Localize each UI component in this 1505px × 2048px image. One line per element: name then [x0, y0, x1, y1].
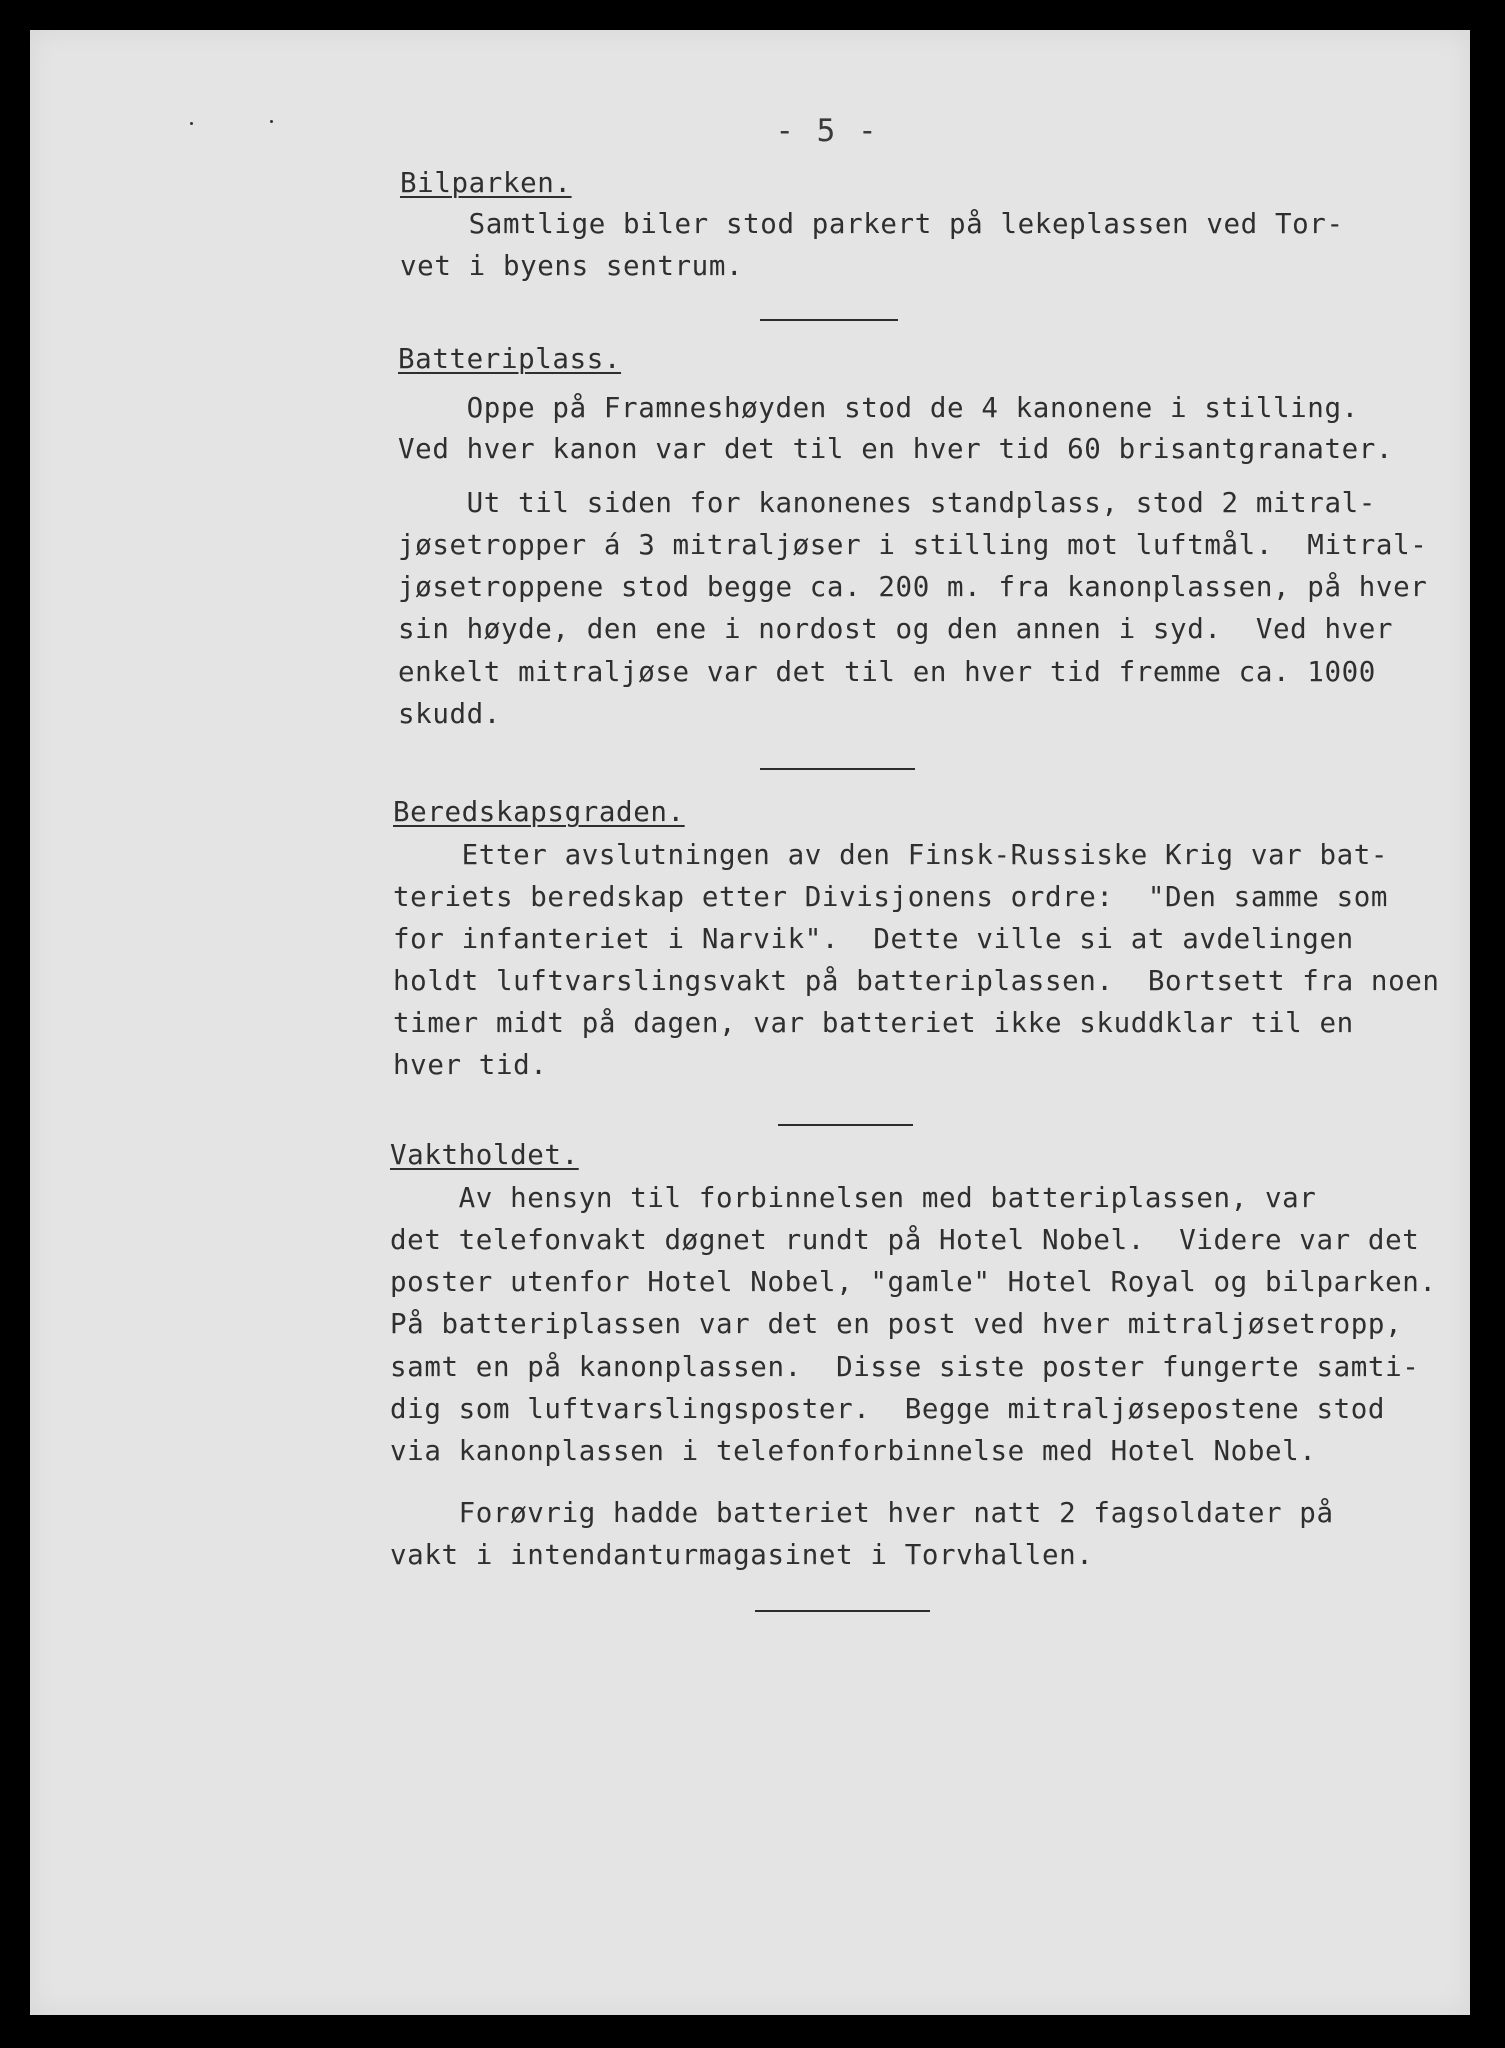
body-text-line: Forøvrig hadde batteriet hver natt 2 fagsoldater på	[390, 1497, 1334, 1529]
body-text-line: Etter avslutningen av den Finsk-Russiske Krig var bat-	[393, 839, 1389, 871]
body-text-line: via kanonplassen i telefonforbinnelse med Hotel Nobel.	[390, 1435, 1317, 1467]
body-text-line: jøsetroppene stod begge ca. 200 m. fra kanonplassen, på hver	[398, 571, 1428, 603]
body-text-line: På batteriplassen var det en post ved hver mitraljøsetropp,	[390, 1308, 1403, 1340]
body-text-line: jøsetropper á 3 mitraljøser i stilling mot luftmål. Mitral-	[398, 529, 1428, 561]
section-divider	[760, 319, 898, 321]
body-text-line: teriets beredskap etter Divisjonens ordre: "Den samme som	[393, 881, 1389, 913]
section-heading-vaktholdet: Vaktholdet.	[390, 1139, 579, 1171]
section-divider	[755, 1610, 930, 1612]
body-text-line: Samtlige biler stod parkert på lekeplassen ved Tor-	[400, 208, 1344, 240]
body-text-line: dig som luftvarslingsposter. Begge mitraljøsepostene stod	[390, 1393, 1386, 1425]
body-text-line: vet i byens sentrum.	[400, 250, 744, 282]
body-text-line: for infanteriet i Narvik". Dette ville si at avdelingen	[393, 923, 1354, 955]
body-text-line: Oppe på Framneshøyden stod de 4 kanonene i stilling.	[398, 392, 1359, 424]
body-text-line: vakt i intendanturmagasinet i Torvhallen.	[390, 1539, 1094, 1571]
body-text-line: Ut til siden for kanonenes standplass, stod 2 mitral-	[398, 487, 1376, 519]
body-text-line: holdt luftvarslingsvakt på batteriplassen. Bortsett fra noen	[393, 965, 1440, 997]
body-text-line: samt en på kanonplassen. Disse siste poster fungerte samti-	[390, 1351, 1420, 1383]
page-number: - 5 -	[775, 113, 879, 149]
body-text-line: enkelt mitraljøse var det til en hver tid fremme ca. 1000	[398, 656, 1376, 688]
body-text-line: sin høyde, den ene i nordost og den annen i syd. Ved hver	[398, 613, 1394, 645]
section-heading-bilparken: Bilparken.	[400, 167, 572, 199]
body-text-line: Ved hver kanon var det til en hver tid 60 brisantgranater.	[398, 433, 1394, 465]
section-divider	[778, 1124, 913, 1126]
body-text-line: Av hensyn til forbinnelsen med batteriplassen, var	[390, 1182, 1317, 1214]
body-text-line: det telefonvakt døgnet rundt på Hotel Nobel. Videre var det	[390, 1224, 1420, 1256]
section-divider	[760, 768, 915, 770]
margin-speck	[270, 120, 273, 123]
body-text-line: timer midt på dagen, var batteriet ikke skuddklar til en	[393, 1007, 1354, 1039]
body-text-line: poster utenfor Hotel Nobel, "gamle" Hotel Royal og bilparken.	[390, 1266, 1437, 1298]
body-text-line: hver tid.	[393, 1049, 548, 1081]
body-text-line: skudd.	[398, 698, 501, 730]
section-heading-beredskapsgraden: Beredskapsgraden.	[393, 796, 685, 828]
margin-speck	[190, 122, 193, 125]
section-heading-batteriplass: Batteriplass.	[398, 343, 622, 375]
